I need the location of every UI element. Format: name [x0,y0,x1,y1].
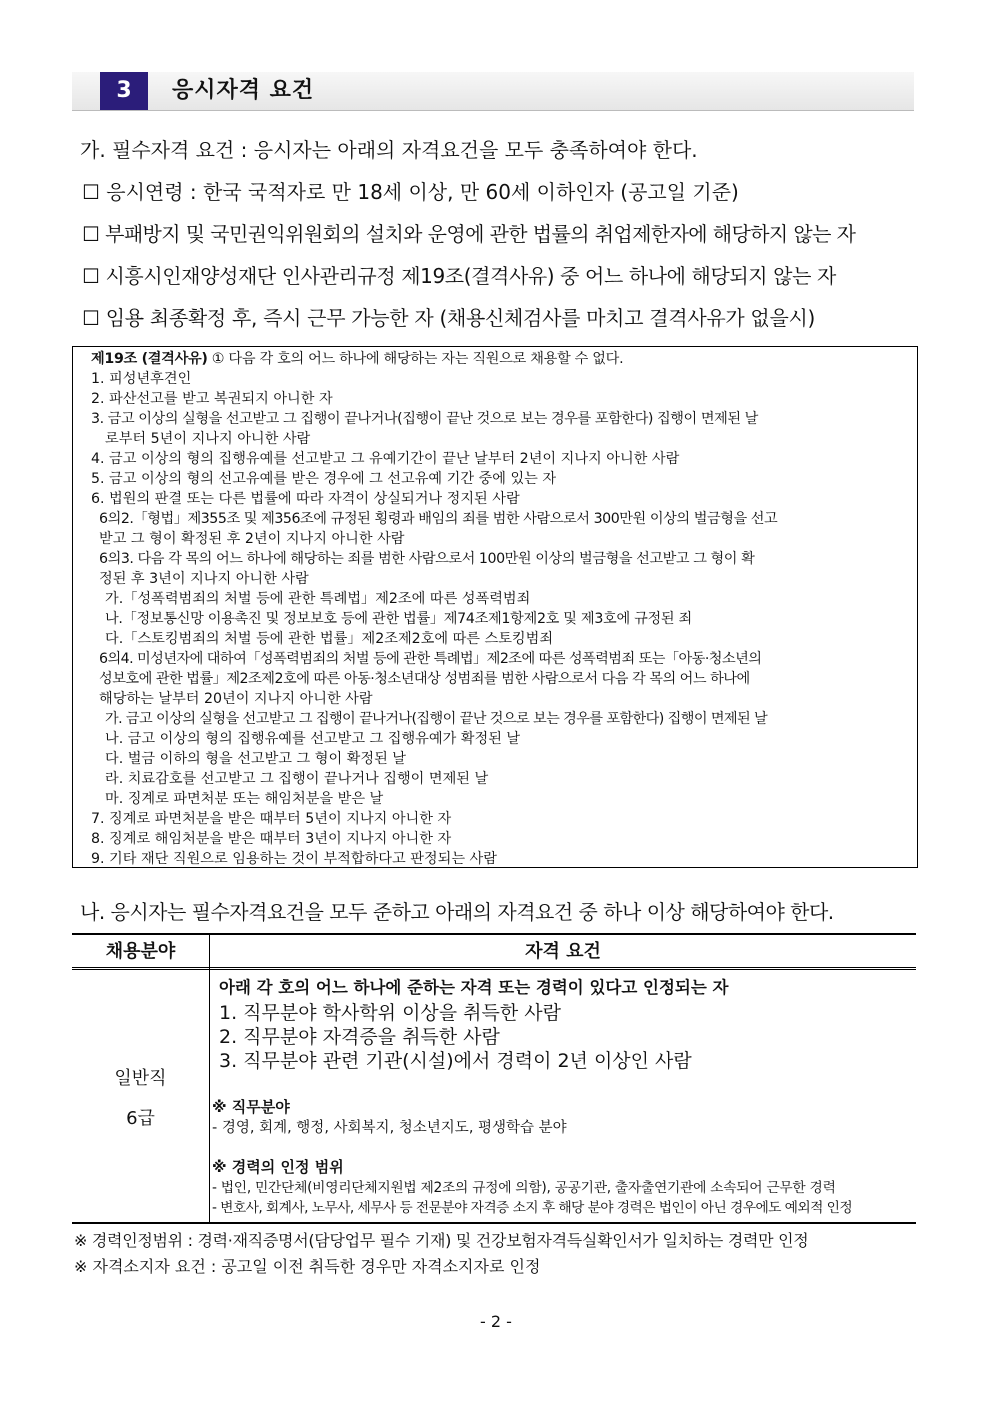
regulation-line: 6. 법원의 판결 또는 다른 법률에 따라 자격이 상실되거나 정지된 사람 [91,491,520,507]
career-note-line: - 법인, 민간단체(비영리단체지원법 제2조의 규정에 의함), 공공기관, 출자출연기관에 소속되어 근무한 경력 [212,1180,836,1196]
table-header-category: 채용분야 [105,941,176,962]
regulation-line: 라. 치료감호를 선고받고 그 집행이 끝나거나 집행이 면제된 날 [105,771,489,787]
requirement-item [82,260,836,289]
table-header-rule [72,967,916,970]
part-b-heading: 나. 응시자는 필수자격요건을 모두 준하고 아래의 자격요건 중 하나 이상 해당하여야 한다. [80,900,834,924]
career-note-line: - 변호사, 회계사, 노무사, 세무사 등 전문분야 자격증 소지 후 해당 분야 경력은 법인이 아닌 경우에도 예외적 인정 [212,1200,853,1216]
field-note-desc: - 경영, 회계, 행정, 사회복지, 청소년지도, 평생학습 분야 [212,1120,567,1136]
regulation-line: 8. 징계로 해임처분을 받은 때부터 3년이 지나지 아니한 자 [91,831,452,847]
regulation-title [91,349,913,369]
checkbox-icon: ☐ [82,180,100,204]
category-grade: 6급 [126,1108,155,1129]
regulation-line: 나.「정보통신망 이용촉진 및 정보보호 등에 관한 법률」제74조제1항제2호 및 제3호에 규정된 죄 [105,611,692,627]
requirement-text: 부패방지 및 국민권익위원회의 설치와 운영에 관한 법률의 취업제한자에 해당하지 않는 자 [105,222,856,246]
regulation-line: 1. 피성년후견인 [91,371,192,387]
table-top-rule [72,933,916,935]
footnote: ※ 경력인정범위 : 경력·재직증명서(담당업무 필수 기재) 및 건강보험자격득실확인서가 일치하는 경력만 인정 [74,1231,809,1250]
section-number: 3 [100,72,148,110]
regulation-line: 해당하는 날부터 20년이 지나지 아니한 사람 [99,691,373,707]
checkbox-icon: ☐ [82,264,100,288]
requirement-item [82,302,815,331]
requirement-line: 3. 직무분야 관련 기관(시설)에서 경력이 2년 이상인 사람 [219,1050,692,1072]
section-title: 응시자격 요건 [172,78,315,103]
regulation-line: 6의3. 다음 각 목의 어느 하나에 해당하는 죄를 범한 사람으로서 100만원 이상의 벌금형을 선고받고 그 형이 확 [99,551,755,567]
regulation-line: 다.「스토킹범죄의 처벌 등에 관한 법률」제2조제2호에 따른 스토킹범죄 [105,631,554,647]
regulation-line: 성보호에 관한 법률」제2조제2호에 따른 아동·청소년대상 성범죄를 범한 사람으로서 다음 각 목의 어느 하나에 [99,671,750,687]
regulation-line: 정된 후 3년이 지나지 아니한 사람 [99,571,309,587]
part-a-heading: 가. 필수자격 요건 : 응시자는 아래의 자격요건을 모두 충족하여야 한다. [80,138,698,162]
requirement-text: 응시연령 : 한국 국적자로 만 18세 이상, 만 60세 이하인자 (공고일 기준) [106,180,739,204]
category-name: 일반직 [114,1068,167,1089]
regulation-line: 9. 기타 재단 직원으로 임용하는 것이 부적합하다고 판정되는 사람 [91,851,497,867]
regulation-intro: ① 다음 각 호의 어느 하나에 해당하는 자는 직원으로 채용할 수 없다. [207,351,624,367]
field-note-title: ※ 직무분야 [212,1098,290,1116]
regulation-line: 4. 금고 이상의 형의 집행유예를 선고받고 그 유예기간이 끝난 날부터 2년이 지나지 아니한 사람 [91,451,680,467]
requirement-item [82,176,739,205]
footnote: ※ 자격소지자 요건 : 공고일 이전 취득한 경우만 자격소지자로 인정 [74,1257,541,1276]
section-header [72,72,914,111]
table-header-requirements: 자격 요건 [525,941,601,962]
requirement-line: 2. 직무분야 자격증을 취득한 사람 [219,1026,500,1048]
regulation-line: 로부터 5년이 지나지 아니한 사람 [105,431,311,447]
regulation-line: 가. 금고 이상의 실형을 선고받고 그 집행이 끝나거나(집행이 끝난 것으로 보는 경우를 포함한다) 집행이 면제된 날 [105,711,768,727]
regulation-line: 6의4. 미성년자에 대하여「성폭력범죄의 처벌 등에 관한 특례법」제2조에 따른 성폭력범죄 또는「아동·청소년의 [99,651,762,667]
regulation-box [72,346,918,868]
regulation-line: 3. 금고 이상의 실형을 선고받고 그 집행이 끝나거나(집행이 끝난 것으로 보는 경우를 포함한다) 집행이 면제된 날 [91,411,758,427]
regulation-article: 제19조 (결격사유) [91,351,208,367]
regulation-line: 6의2.「형법」제355조 및 제356조에 규정된 횡령과 배임의 죄를 범한 사람으로서 300만원 이상의 벌금형을 선고 [99,511,778,527]
regulation-line: 받고 그 형이 확정된 후 2년이 지나지 아니한 사람 [99,531,405,547]
regulation-line: 가.「성폭력범죄의 처벌 등에 관한 특례법」제2조에 따른 성폭력범죄 [105,591,531,607]
regulation-line: 나. 금고 이상의 형의 집행유예를 선고받고 그 집행유예가 확정된 날 [105,731,521,747]
requirement-text: 시흥시인재양성재단 인사관리규정 제19조(결격사유) 중 어느 하나에 해당되지 않는 자 [105,264,836,288]
requirement-intro: 아래 각 호의 어느 하나에 준하는 자격 또는 경력이 있다고 인정되는 자 [219,978,729,997]
regulation-line: 5. 금고 이상의 형의 선고유예를 받은 경우에 그 선고유예 기간 중에 있는 자 [91,471,557,487]
regulation-line: 7. 징계로 파면처분을 받은 때부터 5년이 지나지 아니한 자 [91,811,452,827]
page-number: - 2 - [480,1312,512,1331]
table-bottom-rule [72,1222,916,1224]
requirement-text: 임용 최종확정 후, 즉시 근무 가능한 자 (채용신체검사를 마치고 결격사유가 없을시) [105,306,816,330]
regulation-line: 2. 파산선고를 받고 복권되지 아니한 자 [91,391,333,407]
regulation-line: 다. 벌금 이하의 형을 선고받고 그 형이 확정된 날 [105,751,406,767]
regulation-line: 마. 징계로 파면처분 또는 해임처분을 받은 날 [105,791,384,807]
checkbox-icon: ☐ [82,306,100,330]
table-column-divider [209,935,210,1222]
requirement-line: 1. 직무분야 학사학위 이상을 취득한 사람 [219,1002,561,1024]
requirement-item [82,218,855,247]
checkbox-icon: ☐ [82,222,100,246]
career-note-title: ※ 경력의 인정 범위 [212,1158,344,1176]
